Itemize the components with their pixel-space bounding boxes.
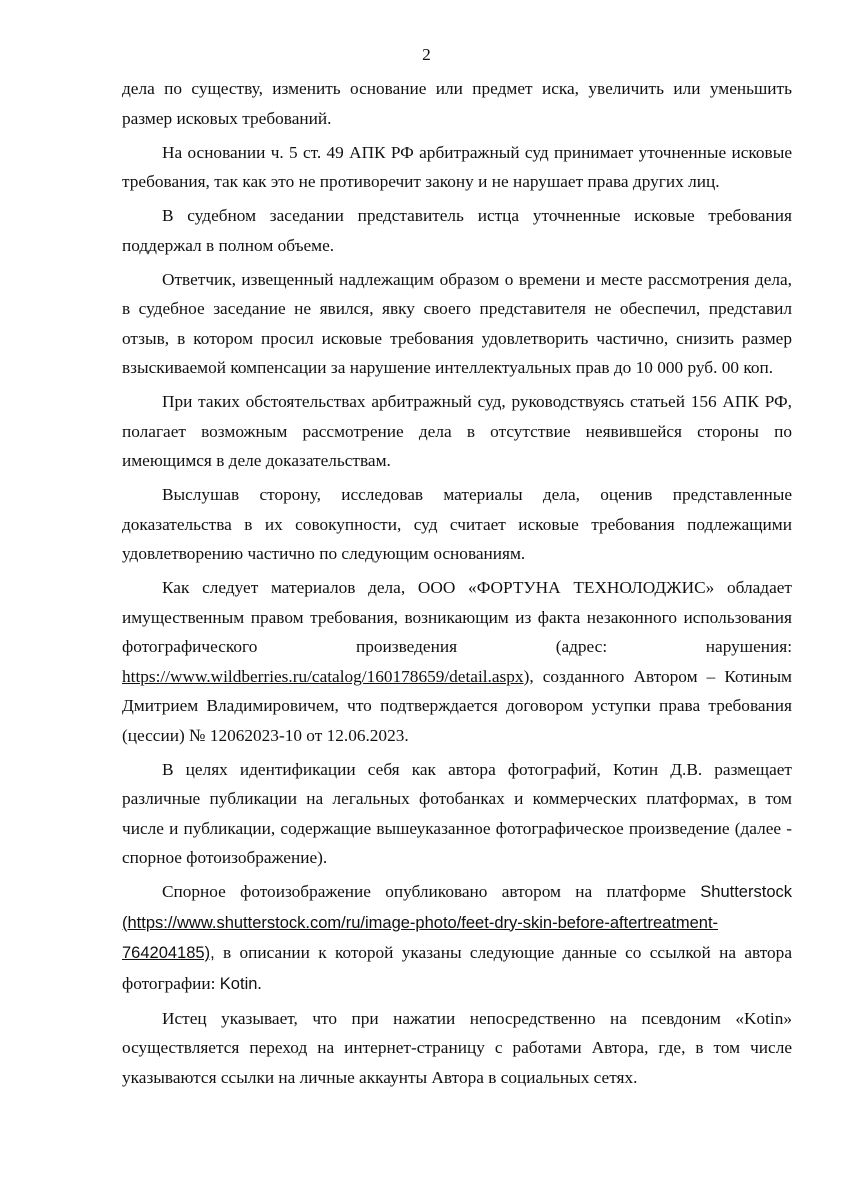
paragraph-text: в описании к которой указаны следующие данные со ссылкой на автора фотографии: — [122, 943, 792, 993]
paragraph: Выслушав сторону, исследовав материалы дела, оценив представленные доказательства в их совокупности, суд считает исковые требования подлежащими удовлетворению частично по следующим основаниям. — [122, 485, 792, 563]
paragraph-with-link — [122, 573, 792, 750]
shutterstock-link[interactable]: (https://www.shutterstock.com/ru/image-photo/feet-dry-skin-before-aftertreatment-764204185), — [122, 913, 719, 962]
paragraph: В судебном заседании представитель истца уточненные исковые требования поддержал в полном объеме. — [122, 206, 792, 255]
paragraph: На основании ч. 5 ст. 49 АПК РФ арбитражный суд принимает уточненные исковые требования, так как это не противоречит закону и не нарушает права других лиц. — [122, 142, 792, 191]
document-body — [122, 74, 792, 1097]
shutterstock-brand: Shutterstock — [700, 883, 792, 901]
wildberries-link[interactable]: https://www.wildberries.ru/catalog/160178659/detail.aspx — [122, 666, 524, 686]
author-pseudonym: Kotin — [219, 974, 258, 993]
page-number: 2 — [422, 45, 431, 64]
paragraph-text: ), созданного Автором – Котиным Дмитрием Владимировичем, что подтверждается договором уступки права требования (цессии) № 12062023-10 от 12.06.2023. — [122, 666, 792, 745]
paragraph-text: Как следует материалов дела, ООО «ФОРТУНА ТЕХНОЛОДЖИС» обладает имущественным правом требования, возникающим из факта незаконного использования фотографического произведения (адрес: нарушения: — [122, 578, 792, 656]
paragraph: В целях идентификации себя как автора фотографий, Котин Д.В. размещает различные публикации на легальных фотобанках и коммерческих платформах, в том числе и публикации, содержащие вышеуказанное фотографическое произведение (далее - спорное фотоизображение). — [122, 759, 792, 867]
paragraph: Истец указывает, что при нажатии непосредственно на псевдоним «Kotin» осуществляется переход на интернет-страницу с работами Автора, где, в том числе указываются ссылки на личные аккаунты Автора в социальных сетях. — [122, 1008, 792, 1087]
paragraph-text: . — [257, 973, 262, 993]
paragraph-with-link — [122, 877, 792, 999]
paragraph: Ответчик, извещенный надлежащим образом о времени и месте рассмотрения дела, в судебное заседание не явился, явку своего представителя не обеспечил, представил отзыв, в котором просил исковые требования удовлетворить частично, снизить размер взыскиваемой компенсации за нарушение интеллектуальных прав до 10 000 руб. 00 коп. — [122, 269, 792, 377]
paragraph-continuation: дела по существу, изменить основание или предмет иска, увеличить или уменьшить размер исковых требований. — [122, 79, 792, 128]
paragraph: При таких обстоятельствах арбитражный суд, руководствуясь статьей 156 АПК РФ, полагает возможным рассмотрение дела в отсутствие неявившейся стороны по имеющимся в деле доказательствам. — [122, 392, 792, 470]
paragraph-text: Спорное фотоизображение опубликовано автором на платформе — [162, 882, 701, 901]
